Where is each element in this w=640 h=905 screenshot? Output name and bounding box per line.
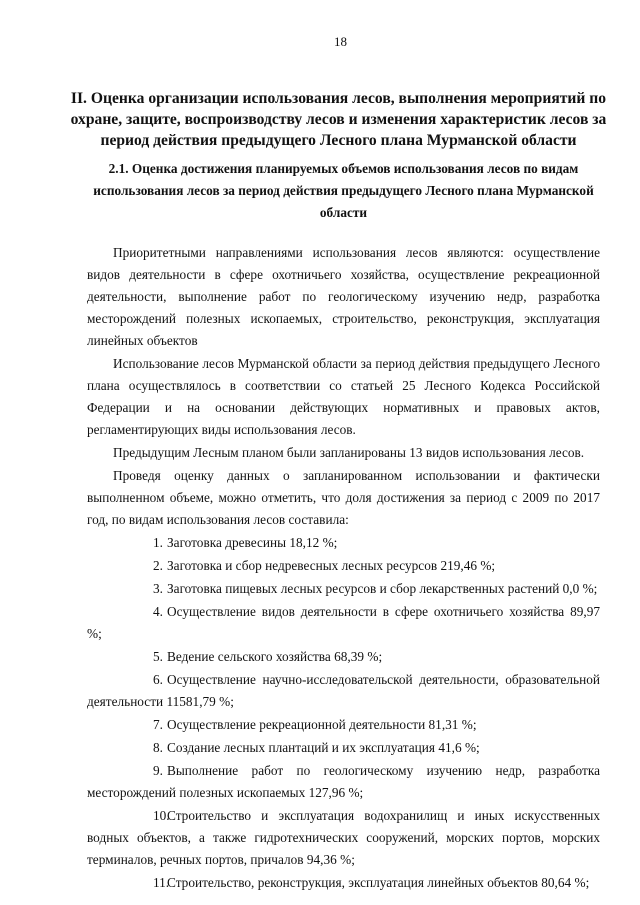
list-item-number: 1. [153,535,163,550]
paragraph-planned-types: Предыдущим Лесным планом были запланированы 13 видов использования лесов. [113,445,585,460]
list-item-number: 2. [153,558,163,573]
list-item-text: Заготовка древесины 18,12 %; [167,535,338,550]
list-item [87,601,600,645]
list-item-number: 11. [153,875,170,890]
list-item-text: Заготовка пищевых лесных ресурсов и сбор лекарственных растений 0,0 %; [167,581,598,596]
list-item [87,578,600,600]
list-item-text: Строительство и эксплуатация водохранилищ и иных искусственных водных объектов, а также гидротехнических сооружений, морских портов, морских терминалов, речных портов, причалов 94,36 %; [87,808,600,867]
list-item-number: 5. [153,649,163,664]
list-item-number: 3. [153,581,163,596]
list-item [87,805,600,871]
list-item [87,555,600,577]
usage-list [87,532,600,894]
subsection-title: 2.1. Оценка достижения планируемых объемов использования лесов по видам использования лесов за период действия предыдущего Лесного плана Мурманской области [93,161,594,220]
list-item [87,646,600,668]
list-item-number: 4. [153,604,163,619]
list-item-number: 7. [153,717,163,732]
list-item-text: Осуществление рекреационной деятельности 81,31 %; [167,717,477,732]
list-item-text: Создание лесных плантаций и их эксплуатация 41,6 %; [167,740,480,755]
paragraph-assessment: Проведя оценку данных о запланированном использовании и фактически выполненном объеме, можно отметить, что доля достижения за период с 2009 по 2017 год, по видам использования лесов составила: [87,468,600,527]
section-title: II. Оценка организации использования лесов, выполнения мероприятий по охране, защите, воспроизводству лесов и изменения характеристик лесов за период действия предыдущего Лесного плана Мурманской области [70,90,607,149]
list-item-text: Выполнение работ по геологическому изучению недр, разработка месторождений полезных ископаемых 127,96 %; [87,763,600,800]
list-item [87,669,600,713]
list-item [87,872,600,894]
list-item [87,532,600,554]
paragraph-priorities: Приоритетными направлениями использования лесов являются: осуществление видов деятельности в сфере охотничьего хозяйства, осуществление рекреационной деятельности, выполнение работ по геологическому изучению недр, разработка месторождений полезных ископаемых, строительство, реконструкция, эксплуатация линейных объектов [87,245,600,348]
list-item [87,760,600,804]
list-item [87,737,600,759]
list-item-number: 8. [153,740,163,755]
list-item-text: Осуществление научно-исследовательской деятельности, образовательной деятельности 11581,79 %; [87,672,600,709]
list-item-text: Строительство, реконструкция, эксплуатация линейных объектов 80,64 %; [167,875,590,890]
list-item-number: 9. [153,763,163,778]
list-item-number: 6. [153,672,163,687]
list-item-text: Осуществление видов деятельности в сфере охотничьего хозяйства 89,97 %; [87,604,600,641]
list-item [87,714,600,736]
paragraph-legal-basis: Использование лесов Мурманской области за период действия предыдущего Лесного плана осуществлялось в соответствии со статьей 25 Лесного Кодекса Российской Федерации и на основании действующих нормативных и правовых актов, регламентирующих виды использования лесов. [87,356,600,437]
list-item-text: Заготовка и сбор недревесных лесных ресурсов 219,46 %; [167,558,496,573]
page-number: 18 [334,34,347,49]
list-item-number: 10. [153,808,170,823]
list-item-text: Ведение сельского хозяйства 68,39 %; [167,649,383,664]
